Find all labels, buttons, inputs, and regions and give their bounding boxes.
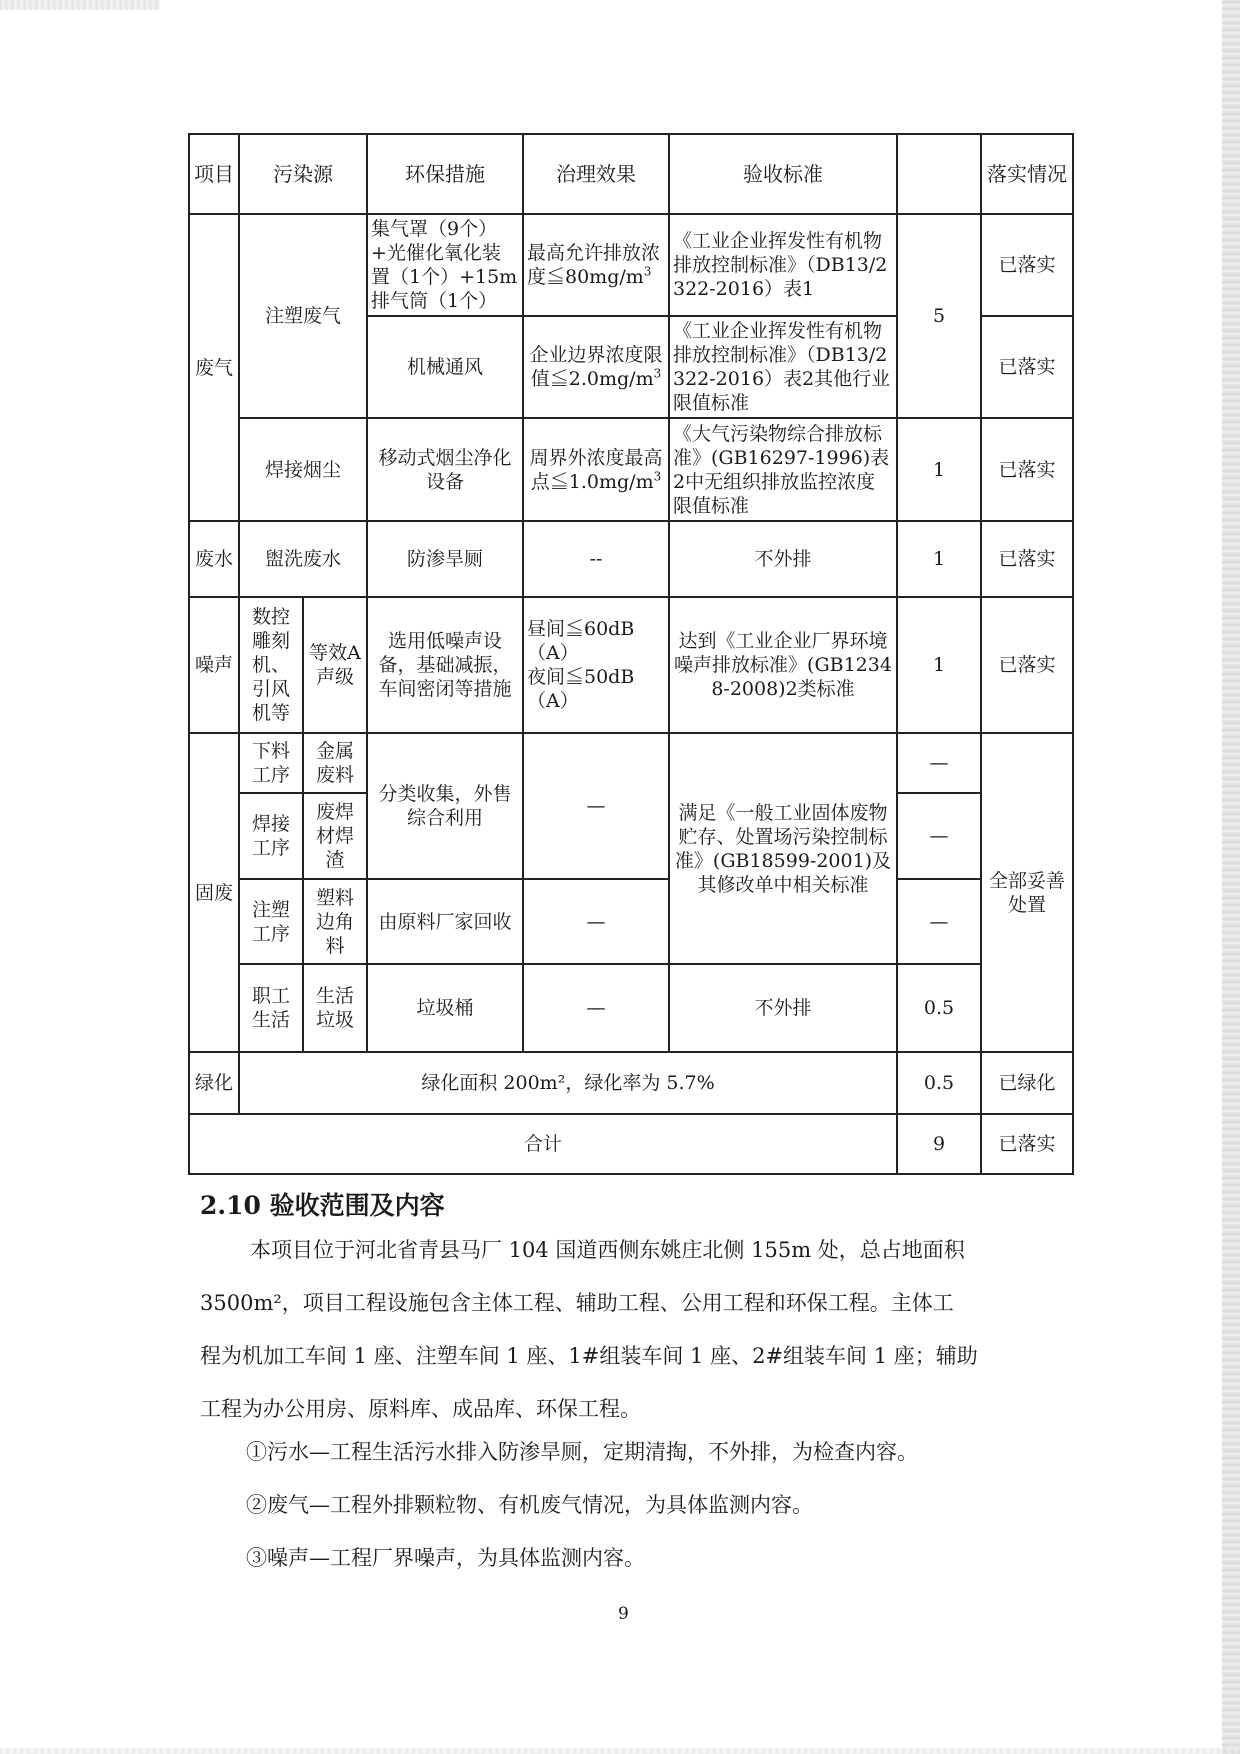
table-row bbox=[189, 1052, 1073, 1114]
measure-cell: 移动式烟尘净化设备 bbox=[367, 418, 523, 521]
paragraph-line: 工程为办公用房、原料库、成品库、环保工程。 bbox=[200, 1397, 641, 1421]
effect-cell: — bbox=[523, 733, 669, 879]
status-cell: 全部妥善处置 bbox=[981, 733, 1073, 1052]
status-cell: 已落实 bbox=[981, 418, 1073, 521]
effect-cell: — bbox=[523, 879, 669, 964]
header-source: 污染源 bbox=[239, 134, 367, 214]
measure-cell: 分类收集，外售综合利用 bbox=[367, 733, 523, 879]
effect-cell: — bbox=[523, 964, 669, 1052]
source-welding: 焊接烟尘 bbox=[239, 418, 367, 521]
table-row bbox=[189, 214, 1073, 316]
investment-cell: — bbox=[897, 879, 981, 964]
standard-cell: 达到《工业企业厂界环境噪声排放标准》(GB12348-2008)2类标准 bbox=[669, 597, 897, 733]
status-cell: 已落实 bbox=[981, 316, 1073, 418]
effect-superscript: 3 bbox=[653, 469, 662, 484]
status-cell: 已落实 bbox=[981, 214, 1073, 316]
effect-text: 企业边界浓度限值≦2.0mg/m bbox=[529, 344, 663, 390]
effect-cell bbox=[523, 214, 669, 316]
header-investment bbox=[897, 134, 981, 214]
category-solid: 固废 bbox=[189, 733, 239, 1052]
effect-text: 周界外浓度最高点≦1.0mg/m bbox=[529, 446, 663, 493]
table-row bbox=[189, 521, 1073, 597]
investment-cell: 1 bbox=[897, 418, 981, 521]
standard-cell: 不外排 bbox=[669, 521, 897, 597]
source-cell: 数控雕刻机、引风机等 bbox=[239, 597, 303, 733]
section-title: 2.10 验收范围及内容 bbox=[200, 1191, 445, 1220]
effect-night: 夜间≦50dB（A） bbox=[527, 666, 635, 712]
effect-day: 昼间≦60dB（A） bbox=[527, 618, 635, 664]
table-row bbox=[189, 964, 1073, 1052]
effect-cell: -- bbox=[523, 521, 669, 597]
total-investment: 9 bbox=[897, 1114, 981, 1174]
list-item: ①污水—工程生活污水排入防渗旱厕，定期清掏，不外排，为检查内容。 bbox=[246, 1440, 918, 1464]
waste-cell: 废焊材焊渣 bbox=[303, 793, 367, 879]
table-row bbox=[189, 597, 1073, 733]
process-cell: 注塑工序 bbox=[239, 879, 303, 964]
effect-superscript: 3 bbox=[653, 366, 662, 381]
category-gas: 废气 bbox=[189, 214, 239, 521]
paragraph-line: 程为机加工车间 1 座、注塑车间 1 座、1#组装车间 1 座、2#组装车间 1 座；辅助 bbox=[200, 1344, 978, 1368]
list-item: ③噪声—工程厂界噪声，为具体监测内容。 bbox=[246, 1546, 645, 1570]
measure-cell: 机械通风 bbox=[367, 316, 523, 418]
header-standard: 验收标准 bbox=[669, 134, 897, 214]
source-injection: 注塑废气 bbox=[239, 214, 367, 418]
effect-cell bbox=[523, 597, 669, 733]
standard-cell: 《工业企业挥发性有机物排放控制标准》（DB13/2322-2016）表1 bbox=[669, 214, 897, 316]
header-status: 落实情况 bbox=[981, 134, 1073, 214]
header-measure: 环保措施 bbox=[367, 134, 523, 214]
effect-cell bbox=[523, 418, 669, 521]
investment-cell: — bbox=[897, 793, 981, 879]
status-cell: 已落实 bbox=[981, 521, 1073, 597]
source-cell: 盥洗废水 bbox=[239, 521, 367, 597]
investment-cell: 1 bbox=[897, 597, 981, 733]
table-header-row bbox=[189, 134, 1073, 214]
paragraph-line: 本项目位于河北省青县马厂 104 国道西侧东姚庄北侧 155m 处，总占地面积 bbox=[250, 1238, 965, 1262]
investment-cell: 1 bbox=[897, 521, 981, 597]
page-number: 9 bbox=[618, 1604, 629, 1624]
total-label: 合计 bbox=[189, 1114, 897, 1174]
effect-superscript: 3 bbox=[643, 264, 652, 279]
header-effect: 治理效果 bbox=[523, 134, 669, 214]
standard-cell: 《大气污染物综合排放标准》(GB16297-1996)表2中无组织排放监控浓度限值标准 bbox=[669, 418, 897, 521]
section-paragraph bbox=[200, 1224, 1050, 1436]
category-water: 废水 bbox=[189, 521, 239, 597]
header-item: 项目 bbox=[189, 134, 239, 214]
status-cell: 已绿化 bbox=[981, 1052, 1073, 1114]
waste-cell: 金属废料 bbox=[303, 733, 367, 793]
process-cell: 职工生活 bbox=[239, 964, 303, 1052]
measure-cell: 集气罩（9个）+光催化氧化装置（1个）+15m 排气筒（1个） bbox=[367, 214, 523, 316]
standard-cell: 《工业企业挥发性有机物排放控制标准》（DB13/2322-2016）表2其他行业限值标准 bbox=[669, 316, 897, 418]
category-noise: 噪声 bbox=[189, 597, 239, 733]
scan-artifact-edge bbox=[1222, 0, 1240, 1754]
list-item: ②废气—工程外排颗粒物、有机废气情况，为具体监测内容。 bbox=[246, 1493, 813, 1517]
waste-cell: 生活垃圾 bbox=[303, 964, 367, 1052]
measure-cell: 防渗旱厕 bbox=[367, 521, 523, 597]
category-green: 绿化 bbox=[189, 1052, 239, 1114]
table-total-row bbox=[189, 1114, 1073, 1174]
waste-cell: 塑料边角料 bbox=[303, 879, 367, 964]
investment-cell: — bbox=[897, 733, 981, 793]
process-cell: 焊接工序 bbox=[239, 793, 303, 879]
source-metric-cell: 等效A声级 bbox=[303, 597, 367, 733]
process-cell: 下料工序 bbox=[239, 733, 303, 793]
effect-text: 最高允许排放浓度≦80mg/m bbox=[527, 242, 661, 288]
measure-cell: 选用低噪声设备，基础减振，车间密闭等措施 bbox=[367, 597, 523, 733]
measure-cell: 由原料厂家回收 bbox=[367, 879, 523, 964]
table-row bbox=[189, 733, 1073, 793]
acceptance-table bbox=[188, 133, 1074, 1175]
table-row bbox=[189, 418, 1073, 521]
investment-cell: 0.5 bbox=[897, 1052, 981, 1114]
scan-artifact-top bbox=[0, 0, 160, 10]
standard-cell: 满足《一般工业固体废物贮存、处置场污染控制标准》(GB18599-2001)及其修改单中相关标准 bbox=[669, 733, 897, 964]
total-status: 已落实 bbox=[981, 1114, 1073, 1174]
scan-artifact-bottom bbox=[0, 1748, 1240, 1754]
table-row bbox=[189, 879, 1073, 964]
paragraph-line: 3500m²，项目工程设施包含主体工程、辅助工程、公用工程和环保工程。主体工 bbox=[200, 1291, 954, 1315]
status-cell: 已落实 bbox=[981, 597, 1073, 733]
standard-cell: 不外排 bbox=[669, 964, 897, 1052]
investment-cell: 0.5 bbox=[897, 964, 981, 1052]
effect-cell bbox=[523, 316, 669, 418]
green-description: 绿化面积 200m²，绿化率为 5.7% bbox=[239, 1052, 897, 1114]
investment-cell: 5 bbox=[897, 214, 981, 418]
measure-cell: 垃圾桶 bbox=[367, 964, 523, 1052]
